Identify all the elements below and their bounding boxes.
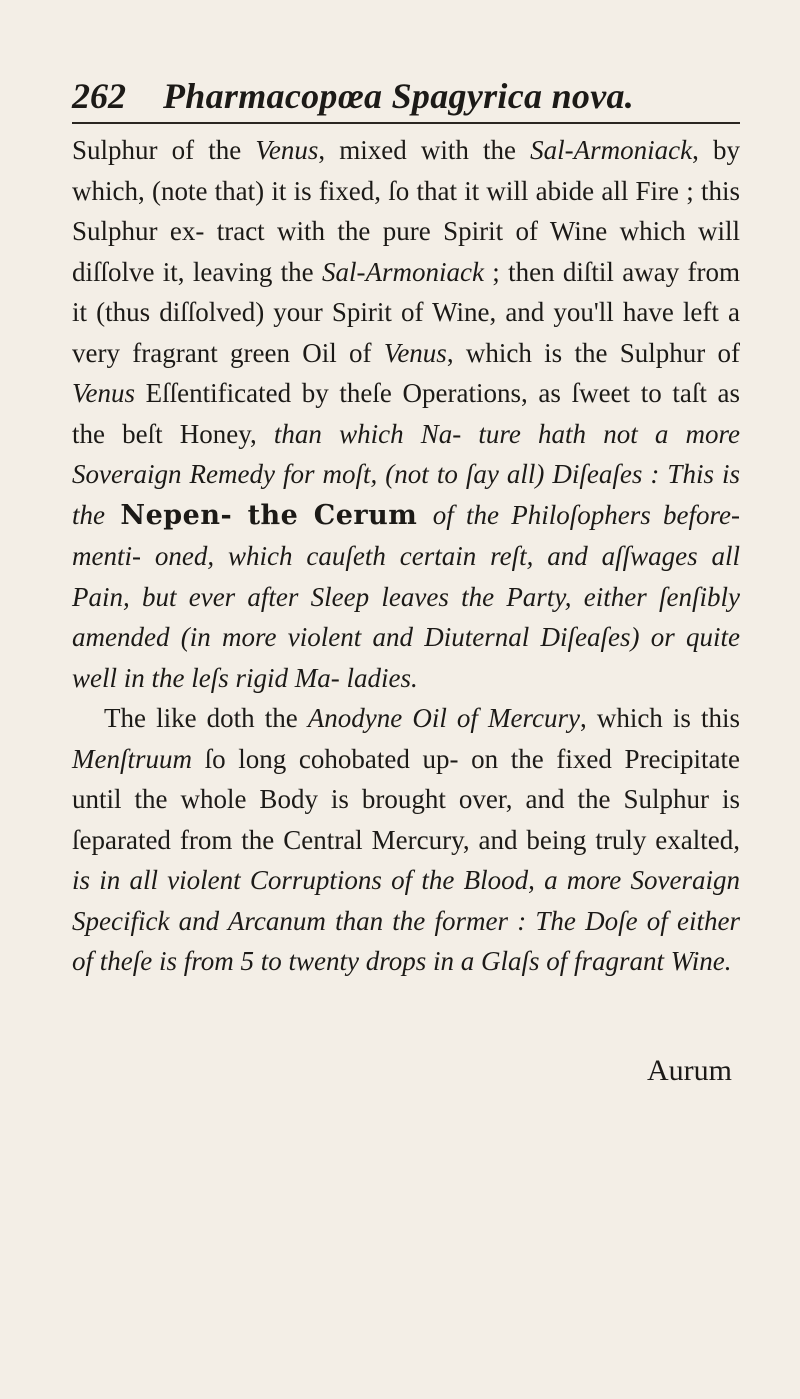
text-segment: Sulphur of the xyxy=(72,135,256,165)
text-segment: Menſtruum xyxy=(72,743,192,774)
text-segment: Venus xyxy=(72,378,135,408)
text-segment: Nepen- the Cerum xyxy=(105,499,433,531)
text-segment: Sal-Armoniack xyxy=(530,135,693,165)
body-text xyxy=(72,130,740,982)
text-segment: Sal-Armoniack xyxy=(321,256,484,287)
text-segment: , by which, (note that) it is fixed, ſo that it will abide all Fire ; this Sulphur ex- tract with the pure Spirit of Wine which will diſſolve it, leaving the xyxy=(72,135,740,287)
running-title: Pharmacopœa Spagyrica nova. xyxy=(163,76,635,116)
page-number: 262 xyxy=(72,76,126,116)
catchword: Aurum xyxy=(647,1054,732,1087)
text-segment: Eſſentificated by theſe Operations, as ſweet to taſt as the beſt Honey, xyxy=(72,378,740,449)
text-segment: is in all violent Corruptions of the Blood, a more Soveraign Specifick and Arcanum than the former : The Doſe of either of theſe is from 5 to twenty drops in a Glaſs of fragrant Wine. xyxy=(72,865,740,976)
text-segment: The like doth the xyxy=(104,703,308,733)
text-segment: , which is the Sulphur of xyxy=(446,337,741,368)
text-segment: than which Na- ture hath not a more Soveraign Remedy for moſt, (not to ſay all) Diſeaſes : This is the xyxy=(72,418,740,530)
text-segment: Venus xyxy=(383,337,447,368)
text-segment: of the Philoſophers before-menti- oned, which cauſeth certain reſt, and aſſwages all Pain, but ever after Sleep leaves the Party, either ſenſibly amended (in more violent and Diuternal Diſeaſes) or quite well in the leſs rigid Ma- ladies. xyxy=(72,499,740,693)
text-segment: ſo long cohobated up- on the fixed Precipitate until the whole Body is brought over, and the Sulphur is ſeparated from the Central Mercury, and being truly exalted, xyxy=(72,743,740,855)
text-segment: , mixed with the xyxy=(318,135,531,165)
text-segment: Anodyne Oil of Mercury xyxy=(307,703,580,733)
text-segment: , which is this xyxy=(579,703,740,733)
paragraph-1 xyxy=(72,130,740,698)
paragraph-2 xyxy=(72,698,740,982)
running-head xyxy=(72,70,740,124)
text-segment: Venus xyxy=(255,135,319,165)
text-segment: ; then diſtil away from it (thus diſſolved) your Spirit of Wine, and you'll have left a very fragrant green Oil of xyxy=(72,256,740,368)
